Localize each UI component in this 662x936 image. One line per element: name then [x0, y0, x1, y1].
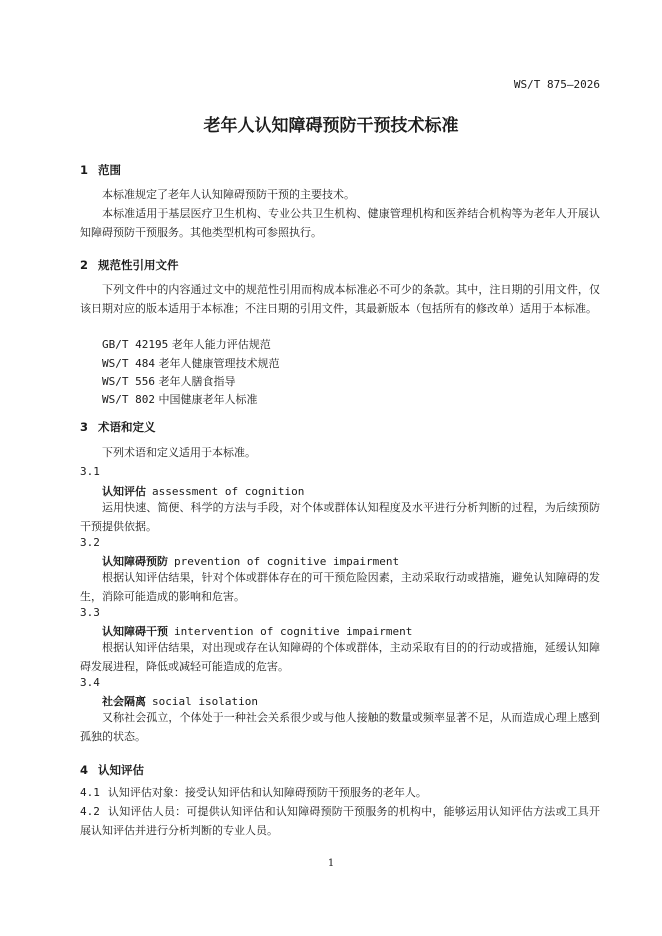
reference-name: 老年人健康管理技术规范: [158, 357, 280, 370]
term-en: social isolation: [152, 695, 258, 708]
section-number: 1: [80, 163, 89, 177]
term-en: intervention of cognitive impairment: [174, 625, 413, 638]
term-number: 3.4: [80, 676, 100, 689]
reference-item: [102, 355, 279, 371]
section-title: 术语和定义: [98, 420, 156, 434]
clause-text: 认知评估人员：可提供认知评估和认知障碍预防干预服务的机构中，能够运用认知评估方法或工具开展认知评估并进行分析判断的专业人员。: [80, 805, 600, 837]
section-4-heading: [80, 762, 144, 778]
term-heading: [102, 693, 258, 709]
section-number: 3: [80, 420, 89, 434]
reference-item: [102, 373, 235, 389]
page-number: 1: [327, 858, 335, 869]
term-en: prevention of cognitive impairment: [174, 555, 400, 568]
section-number: 4: [80, 763, 89, 777]
term-definition: 运用快速、简便、科学的方法与手段，对个体或群体认知程度及水平进行分析判断的过程，为后续预防干预提供依据。: [80, 501, 600, 533]
section-title: 认知评估: [98, 763, 144, 777]
reference-code: GB/T 42195: [102, 338, 169, 351]
reference-code: WS/T 556: [102, 375, 155, 388]
standard-code: WS/T 875—2026: [513, 78, 600, 91]
term-zh: 认知障碍干预: [102, 625, 168, 638]
term-zh: 认知障碍预防: [102, 555, 168, 568]
section-2-heading: [80, 257, 179, 273]
term-en: assessment of cognition: [152, 485, 305, 498]
reference-code: WS/T 802: [102, 393, 155, 406]
reference-code: WS/T 484: [102, 357, 155, 370]
reference-name: 中国健康老年人标准: [158, 393, 258, 406]
term-number: 3.3: [80, 606, 100, 619]
term-zh: 社会隔离: [102, 695, 146, 708]
term-definition: 根据认知评估结果，针对个体或群体存在的可干预危险因素，主动采取行动或措施，避免认知障碍的发生，消除可能造成的影响和危害。: [80, 571, 600, 603]
section-1-paragraph-1: 本标准规定了老年人认知障碍预防干预的主要技术。: [102, 188, 355, 201]
reference-name: 老年人能力评估规范: [171, 338, 271, 351]
section-number: 2: [80, 258, 89, 272]
clause-text: 认知评估对象：接受认知评估和认知障碍预防干预服务的老年人。: [107, 786, 427, 799]
term-definition: 又称社会孤立，个体处于一种社会关系很少或与他人接触的数量或频率显著不足，从而造成心理上感到孤独的状态。: [80, 711, 600, 743]
clause-item: [80, 803, 600, 840]
section-3-intro: 下列术语和定义适用于本标准。: [102, 446, 256, 459]
section-1-heading: [80, 162, 121, 178]
section-2-intro: 下列文件中的内容通过文中的规范性引用而构成本标准必不可少的条款。其中，注日期的引用文件，仅该日期对应的版本适用于本标准；不注日期的引用文件，其最新版本（包括所有的修改单）适用于本标准。: [80, 283, 600, 315]
term-number: 3.1: [80, 465, 100, 478]
term-number: 3.2: [80, 536, 100, 549]
clause-number: 4.1: [80, 786, 100, 799]
page-title: 老年人认知障碍预防干预技术标准: [203, 116, 459, 136]
section-title: 范围: [98, 163, 121, 177]
reference-name: 老年人膳食指导: [158, 375, 236, 388]
term-heading: [102, 623, 412, 639]
reference-item: [102, 336, 271, 352]
reference-item: [102, 391, 257, 407]
clause-item: [80, 784, 600, 803]
term-heading: [102, 483, 304, 499]
term-definition: 根据认知评估结果，对出现或存在认知障碍的个体或群体，主动采取有目的的行动或措施，延缓认知障碍发展进程，降低或减轻可能造成的危害。: [80, 641, 600, 673]
section-3-heading: [80, 419, 156, 435]
term-heading: [102, 553, 399, 569]
term-zh: 认知评估: [102, 485, 146, 498]
section-1-paragraph-2: 本标准适用于基层医疗卫生机构、专业公共卫生机构、健康管理机构和医养结合机构等为老年人开展认知障碍预防干预服务。其他类型机构可参照执行。: [80, 207, 600, 239]
clause-number: 4.2: [80, 805, 100, 818]
section-title: 规范性引用文件: [98, 258, 179, 272]
